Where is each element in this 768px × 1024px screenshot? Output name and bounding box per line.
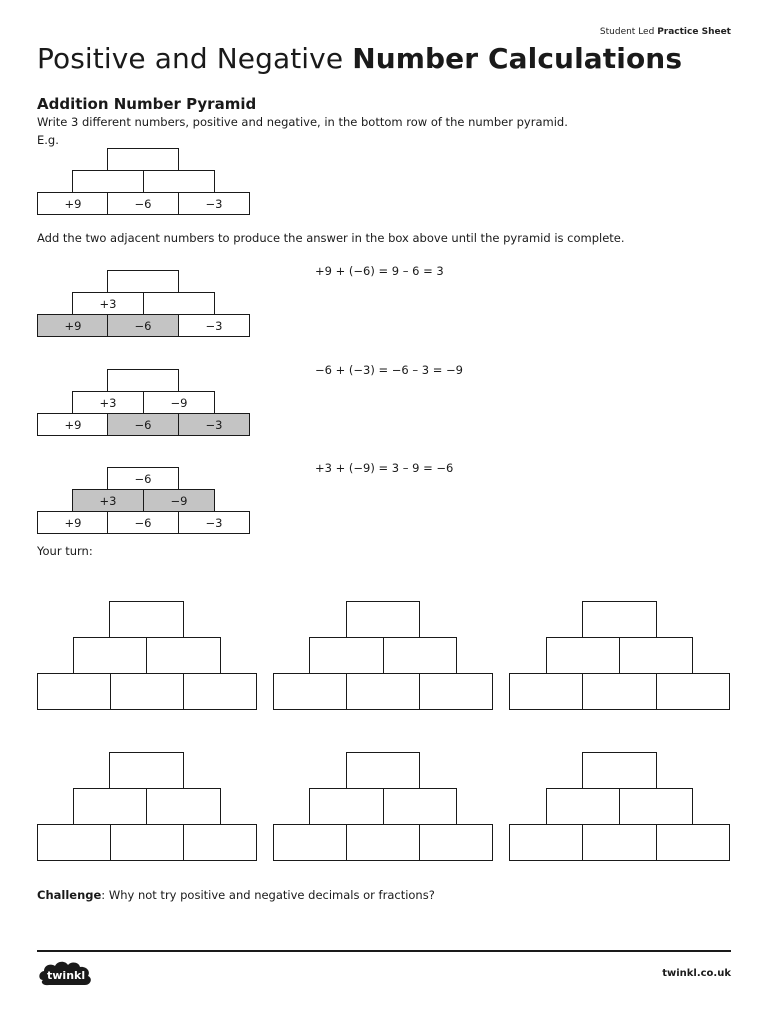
pyramid-bottom-box: +9 <box>37 192 109 215</box>
pyramid-middle-input-box[interactable] <box>146 637 221 674</box>
worked-equation: +3 + (−9) = 3 – 9 = −6 <box>315 461 454 475</box>
pyramid-top-box <box>107 369 179 392</box>
sheet-type-label <box>0 27 731 37</box>
page-title-regular: Positive and Negative <box>37 42 353 75</box>
worked-equation: +9 + (−6) = 9 – 6 = 3 <box>315 264 444 278</box>
pyramid-middle-input-box[interactable] <box>383 637 457 674</box>
pyramid-middle-input-box[interactable] <box>146 788 221 825</box>
pyramid-middle-input-box[interactable] <box>619 788 693 825</box>
pyramid-bottom-input-box[interactable] <box>110 673 184 710</box>
pyramid-bottom-input-box[interactable] <box>582 673 657 710</box>
pyramid-middle-box <box>72 170 144 193</box>
pyramid-middle-input-box[interactable] <box>309 788 384 825</box>
worked-equation: −6 + (−3) = −6 – 3 = −9 <box>315 363 464 377</box>
pyramid-middle-input-box[interactable] <box>73 788 147 825</box>
pyramid-bottom-box-highlighted: −6 <box>107 413 179 436</box>
pyramid-middle-input-box[interactable] <box>619 637 693 674</box>
page-title-bold: Number Calculations <box>352 42 683 75</box>
pyramid-bottom-box-highlighted: +9 <box>37 314 109 337</box>
challenge-label: Challenge <box>37 888 102 902</box>
pyramid-top-input-box[interactable] <box>346 752 420 789</box>
pyramid-top-input-box[interactable] <box>109 601 184 638</box>
pyramid-bottom-input-box[interactable] <box>183 824 257 861</box>
pyramid-middle-box: −9 <box>143 391 215 414</box>
pyramid-bottom-input-box[interactable] <box>582 824 657 861</box>
pyramid-top-input-box[interactable] <box>346 601 420 638</box>
instruction-line-2: Add the two adjacent numbers to produce the answer in the box above until the pyramid is complete. <box>37 231 625 245</box>
pyramid-middle-box: +3 <box>72 391 144 414</box>
pyramid-middle-input-box[interactable] <box>73 637 147 674</box>
website-url: twinkl.co.uk <box>662 968 731 979</box>
pyramid-bottom-box: −3 <box>178 314 250 337</box>
pyramid-top-input-box[interactable] <box>582 601 657 638</box>
pyramid-bottom-input-box[interactable] <box>183 673 257 710</box>
pyramid-top-input-box[interactable] <box>582 752 657 789</box>
pyramid-bottom-input-box[interactable] <box>656 673 730 710</box>
sheet-type-prefix: Student Led <box>599 27 655 37</box>
challenge-text <box>37 888 435 902</box>
pyramid-bottom-box-highlighted: −3 <box>178 413 250 436</box>
pyramid-bottom-box: −3 <box>178 511 250 534</box>
pyramid-middle-box <box>143 170 215 193</box>
page-title <box>37 42 682 75</box>
pyramid-middle-box-highlighted: +3 <box>72 489 144 512</box>
pyramid-bottom-box: −6 <box>107 192 179 215</box>
pyramid-middle-box-highlighted: −9 <box>143 489 215 512</box>
sheet-type-bold: Practice Sheet <box>657 27 731 37</box>
pyramid-middle-input-box[interactable] <box>546 788 620 825</box>
pyramid-bottom-box: +9 <box>37 413 109 436</box>
twinkl-logo-cloud <box>37 956 97 992</box>
instruction-line-1: Write 3 different numbers, positive and negative, in the bottom row of the number pyramid. <box>37 115 568 129</box>
pyramid-bottom-box: −3 <box>178 192 250 215</box>
challenge-body: : Why not try positive and negative decimals or fractions? <box>101 888 435 902</box>
pyramid-top-box: −6 <box>107 467 179 490</box>
pyramid-bottom-box: +9 <box>37 511 109 534</box>
twinkl-logo <box>37 956 97 992</box>
example-label: E.g. <box>37 133 59 147</box>
pyramid-bottom-input-box[interactable] <box>656 824 730 861</box>
your-turn-label: Your turn: <box>37 544 93 558</box>
pyramid-bottom-input-box[interactable] <box>110 824 184 861</box>
section-title: Addition Number Pyramid <box>37 95 257 113</box>
pyramid-middle-input-box[interactable] <box>546 637 620 674</box>
pyramid-bottom-input-box[interactable] <box>419 824 493 861</box>
pyramid-bottom-input-box[interactable] <box>37 673 111 710</box>
pyramid-bottom-box: −6 <box>107 511 179 534</box>
pyramid-middle-input-box[interactable] <box>309 637 384 674</box>
pyramid-bottom-input-box[interactable] <box>419 673 493 710</box>
pyramid-top-box <box>107 270 179 293</box>
pyramid-middle-box <box>143 292 215 315</box>
pyramid-top-input-box[interactable] <box>109 752 184 789</box>
pyramid-bottom-input-box[interactable] <box>509 673 583 710</box>
pyramid-bottom-box-highlighted: −6 <box>107 314 179 337</box>
footer-divider <box>37 950 731 952</box>
pyramid-bottom-input-box[interactable] <box>346 673 420 710</box>
pyramid-bottom-input-box[interactable] <box>273 824 347 861</box>
pyramid-middle-input-box[interactable] <box>383 788 457 825</box>
pyramid-bottom-input-box[interactable] <box>346 824 420 861</box>
pyramid-top-box <box>107 148 179 171</box>
pyramid-middle-box: +3 <box>72 292 144 315</box>
pyramid-bottom-input-box[interactable] <box>509 824 583 861</box>
twinkl-logo-text: twinkl <box>47 969 86 982</box>
pyramid-bottom-input-box[interactable] <box>37 824 111 861</box>
pyramid-bottom-input-box[interactable] <box>273 673 347 710</box>
